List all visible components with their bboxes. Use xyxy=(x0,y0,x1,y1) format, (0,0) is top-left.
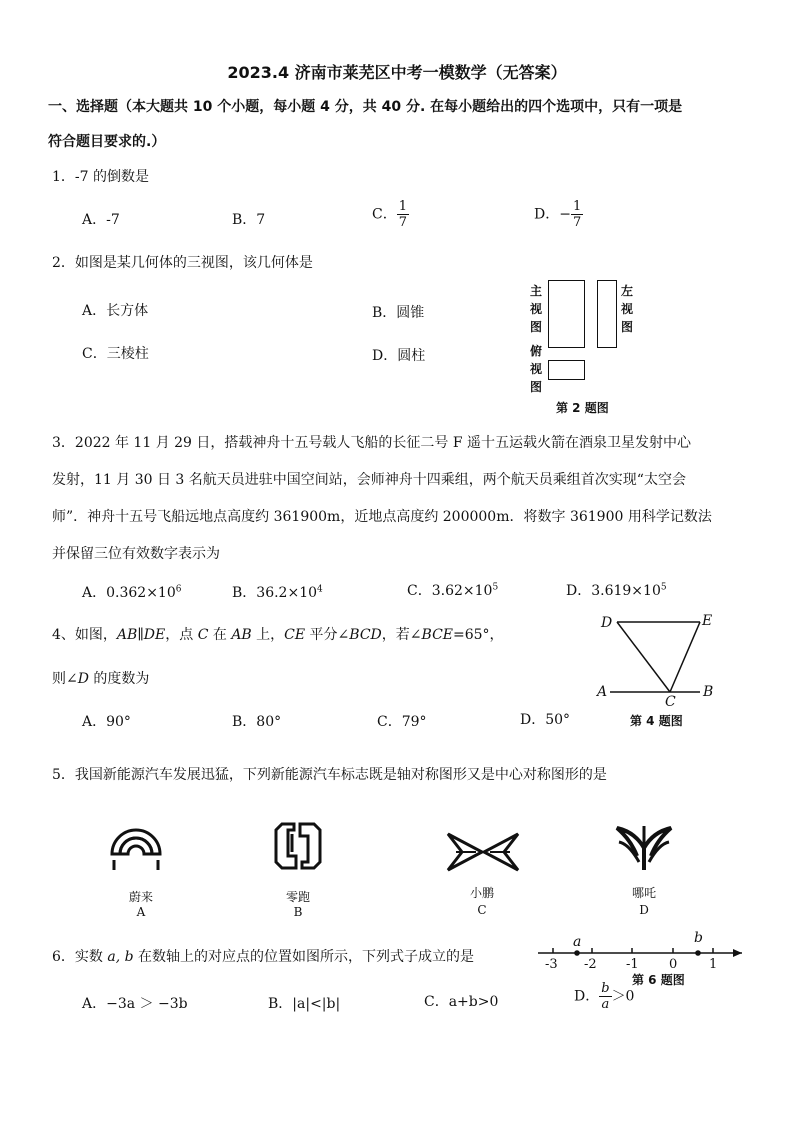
point-c-label: C xyxy=(665,694,676,710)
tick-label: -3 xyxy=(545,957,558,972)
option-prefix: D． xyxy=(574,988,600,1005)
math-var: CE xyxy=(284,627,306,643)
logo-b-letter: B xyxy=(293,905,303,919)
math-var: AB xyxy=(231,627,252,643)
option-base: C．3.62×10 xyxy=(407,583,493,599)
fraction-denominator: a xyxy=(601,997,610,1012)
text: ，若∠ xyxy=(381,627,422,643)
q3-line4: 并保留三位有效数字表示为 xyxy=(52,546,220,562)
tick-label: 0 xyxy=(669,957,678,972)
fraction-numerator: 1 xyxy=(398,199,407,214)
text: 则∠ xyxy=(52,671,78,687)
option-suffix: ＞0 xyxy=(611,988,635,1005)
label-char: 视 xyxy=(530,362,543,376)
text: ，点 xyxy=(165,627,198,643)
text: 上， xyxy=(251,627,285,643)
label-char: 左 xyxy=(621,284,634,298)
text: 4、如图， xyxy=(52,627,117,643)
q2-stem: 2．如图是某几何体的三视图，该几何体是 xyxy=(52,255,313,271)
fraction-denominator: 7 xyxy=(572,215,582,230)
q1-option-c-prefix: C． xyxy=(372,206,397,223)
q4-figure-caption: 第 4 题图 xyxy=(630,714,683,728)
q6-option-a: A．−3a ＞ −3b xyxy=(82,996,188,1012)
tick-label: -2 xyxy=(584,957,597,972)
q3-line1: 3．2022 年 11 月 29 日，搭载神舟十五号载人飞船的长征二号 F 遥十五运载火箭在酒泉卫星发射中心 xyxy=(52,435,692,451)
label-char: 主 xyxy=(530,284,543,298)
q6-option-c: C．a+b>0 xyxy=(424,994,499,1010)
section-heading-line1: 一、选择题（本大题共 10 个小题，每小题 4 分，共 40 分. 在每小题给出的四个选项中，只有一项是 xyxy=(48,99,683,115)
q3-line3: 师”．神舟十五号飞船远地点高度约 361900m，近地点高度约 200000m．将数字 361900 用科学记数法 xyxy=(52,509,712,525)
math-var: C xyxy=(197,627,209,643)
logo-a-letter: A xyxy=(136,905,146,919)
point-b-dot xyxy=(695,950,701,956)
fraction-numerator: b xyxy=(601,981,610,996)
logo-b-name: 零跑 xyxy=(285,890,310,904)
point-a-dot xyxy=(574,950,580,956)
q2-option-c: C．三棱柱 xyxy=(82,346,149,362)
label-char: 视 xyxy=(621,302,634,316)
point-a-label: A xyxy=(597,684,608,700)
q2-option-d: D．圆柱 xyxy=(372,348,426,364)
q4-option-d: D．50° xyxy=(520,712,571,728)
fraction-denominator: 7 xyxy=(398,215,407,230)
q2-option-b: B．圆锥 xyxy=(372,305,425,321)
tick-label: -1 xyxy=(626,957,639,972)
text: 的度数为 xyxy=(88,671,150,687)
math-var: D xyxy=(77,671,89,687)
q4-option-b: B．80° xyxy=(232,714,282,730)
label-char: 视 xyxy=(530,302,543,316)
text: 平分∠ xyxy=(305,627,350,643)
text: 在数轴上的对应点的位置如图所示，下列式子成立的是 xyxy=(133,949,475,965)
logo-c-letter: C xyxy=(477,903,487,917)
option-exponent: 5 xyxy=(660,582,667,593)
text: 6．实数 xyxy=(52,949,108,965)
math-var: AB∥DE xyxy=(116,627,166,643)
q1-option-a: A．-7 xyxy=(82,212,120,228)
logo-d-name: 哪吒 xyxy=(631,886,656,900)
option-base: D．3.619×10 xyxy=(566,583,661,599)
q4-option-a: A．90° xyxy=(82,714,131,730)
math-var: a, b xyxy=(107,949,134,965)
point-e-label: E xyxy=(702,613,713,629)
label-char: 图 xyxy=(530,320,543,334)
q4-option-c: C．79° xyxy=(377,714,427,730)
option-exponent: 6 xyxy=(175,584,182,595)
math-var: BCD xyxy=(349,627,382,643)
label-char: 俯 xyxy=(530,344,543,358)
text: =65°， xyxy=(453,627,504,643)
logo-a-name: 蔚来 xyxy=(128,890,153,904)
tick-label: 1 xyxy=(709,957,718,972)
q1-option-b: B．7 xyxy=(232,212,266,228)
logo-c-name: 小鹏 xyxy=(469,886,494,900)
q6-figure-caption: 第 6 题图 xyxy=(632,973,685,987)
point-d-label: D xyxy=(601,615,613,631)
option-base: A．0.362×10 xyxy=(82,585,176,601)
q3-line2: 发射，11 月 30 日 3 名航天员进驻中国空间站，会师神舟十四乘组，两个航天员乘组首次实现“太空会 xyxy=(52,472,686,488)
option-exponent: 4 xyxy=(317,584,323,595)
text: 在 xyxy=(208,627,232,643)
math-var: BCE xyxy=(421,627,453,643)
logo-d-letter: D xyxy=(639,903,649,917)
q1-option-d-prefix: D．− xyxy=(534,206,571,223)
point-b-label: B xyxy=(703,684,714,700)
fraction-numerator: 1 xyxy=(572,199,582,214)
page-title: 2023.4 济南市莱芜区中考一模数学（无答案） xyxy=(227,63,567,82)
point-b-label: b xyxy=(694,930,703,946)
q2-option-a: A．长方体 xyxy=(82,303,149,319)
q6-option-b: B．|a|<|b| xyxy=(268,996,341,1012)
section-heading-line2: 符合题目要求的.） xyxy=(48,134,166,150)
point-a-label: a xyxy=(573,934,582,950)
label-char: 图 xyxy=(621,320,634,334)
q1-stem: 1．-7 的倒数是 xyxy=(52,169,149,185)
label-char: 图 xyxy=(530,380,543,394)
number-line-arrow-icon xyxy=(733,949,742,957)
q5-stem: 5．我国新能源汽车发展迅猛，下列新能源汽车标志既是轴对称图形又是中心对称图形的是 xyxy=(52,767,607,783)
option-exponent: 5 xyxy=(492,582,499,593)
option-base: B．36.2×10 xyxy=(232,585,318,601)
q2-figure-caption: 第 2 题图 xyxy=(556,401,609,415)
